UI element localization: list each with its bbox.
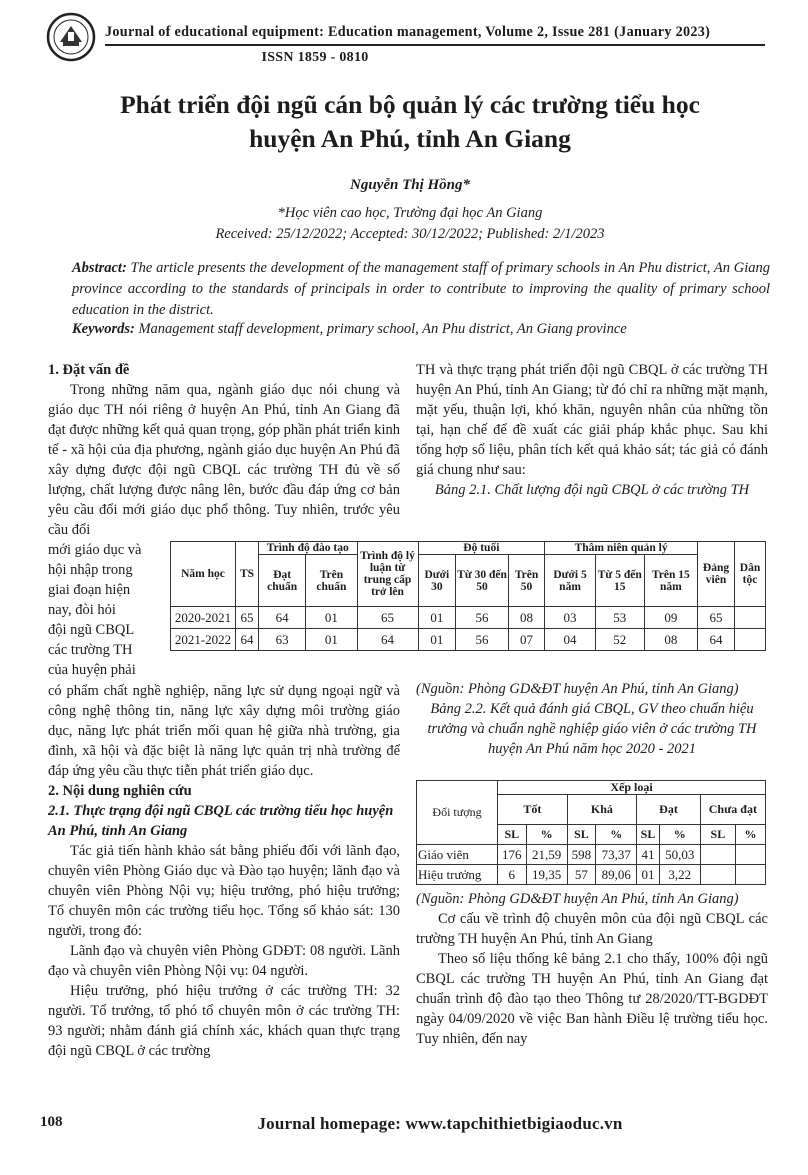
paragraph: Cơ cấu về trình độ chuyên môn của đội ngũ CBQL các trường TH huyện An Phú, tỉnh An Giang [416, 911, 768, 947]
table-cell: 6 [498, 865, 527, 885]
table-cell: 598 [567, 845, 596, 865]
table-cell: 65 [698, 607, 735, 629]
table-cell: 09 [644, 607, 697, 629]
author-name: Nguyễn Thị Hồng* [349, 177, 470, 193]
section-2-1-heading: 2.1. Thực trạng đội ngũ CBQL các trường tiểu học huyện An Phú, tỉnh An Giang [48, 803, 394, 839]
col-header: SL [567, 825, 596, 845]
table-cell: 57 [567, 865, 596, 885]
table-cell: 04 [545, 629, 596, 651]
col-header: SL [637, 825, 660, 845]
table-cell: 64 [357, 629, 418, 651]
table-cell: 2021-2022 [171, 629, 236, 651]
table-cell [700, 845, 735, 865]
table-cell: 50,03 [659, 845, 700, 865]
table-cell: 56 [456, 607, 509, 629]
col-header: % [659, 825, 700, 845]
page-number: 108 [40, 1114, 63, 1130]
table-cell [735, 629, 766, 651]
col-header: % [736, 825, 766, 845]
narrow-line: giai đoạn hiện [48, 582, 131, 598]
left-column-bottom [48, 681, 400, 1061]
left-column-top [48, 360, 400, 540]
table-1 [170, 541, 766, 651]
narrow-line: các trường TH [48, 642, 133, 658]
col-header: Từ 30 đến 50 [456, 555, 509, 607]
col-header: Dưới 30 [418, 555, 456, 607]
table-cell: 3,22 [659, 865, 700, 885]
narrow-line: mới giáo dục và [48, 542, 142, 558]
journal-logo [46, 12, 96, 62]
table-cell: 89,06 [596, 865, 637, 885]
journal-name: Journal of educational equipment: Education management, Volume 2, Issue 281 (January 2023) [105, 24, 711, 40]
col-header: Trình độ đào tạo [259, 542, 358, 555]
table-cell: 56 [456, 629, 509, 651]
col-header: % [526, 825, 567, 845]
table-cell: 73,37 [596, 845, 637, 865]
table-row [171, 607, 766, 629]
col-header: Đạt chuẩn [259, 555, 306, 607]
section-1-heading: 1. Đặt vấn đề [48, 362, 130, 378]
table-cell: 03 [545, 607, 596, 629]
col-header: Trên 15 năm [644, 555, 697, 607]
publication-dates: Received: 25/12/2022; Accepted: 30/12/2022; Published: 2/1/2023 [215, 226, 605, 242]
paragraph: Hiệu trưởng, phó hiệu trưởng ở các trường TH: 32 người. Tổ trưởng, tổ phó tổ chuyên môn ở các trường TH: 93 người; nhằm đánh giá chính xác, khách quan thực trạng đội ngũ CBQL ở các trường [48, 983, 400, 1059]
table-cell: 07 [508, 629, 544, 651]
col-header: Trên chuẩn [306, 555, 357, 607]
table-cell: 176 [498, 845, 527, 865]
narrow-line: của huyện phải [48, 662, 136, 678]
issn: ISSN 1859 - 0810 [261, 50, 369, 65]
table-cell: 63 [259, 629, 306, 651]
affiliation: *Học viên cao học, Trường đại học An Giang [277, 205, 543, 221]
col-header: Từ 5 đến 15 [595, 555, 644, 607]
table-cell: 53 [595, 607, 644, 629]
col-header: Độ tuổi [418, 542, 545, 555]
title-line-1: Phát triển đội ngũ cán bộ quản lý các trường tiểu học [120, 90, 700, 119]
paragraph: Tác giả tiến hành khảo sát bằng phiếu đối với lãnh đạo, chuyên viên Phòng Giáo dục và Đào tạo huyện; lãnh đạo và chuyên viên Phòng Nội vụ; hiệu trưởng, phó hiệu trưởng; Tổ chuyên môn các trường tiểu học. Tổng số khảo sát: 130 người, trong đó: [48, 843, 400, 939]
table-cell: 64 [698, 629, 735, 651]
table-1-caption: Bảng 2.1. Chất lượng đội ngũ CBQL ở các trường TH [434, 482, 750, 498]
table-cell [700, 865, 735, 885]
abstract-text: The article presents the development of the management staff of primary schools in An Phu district, An Giang province according to the standards of principals in order to contribute to improving the quality of primary school education in the district. [72, 260, 770, 318]
col-header: Thâm niên quản lý [545, 542, 698, 555]
table-cell: 01 [306, 629, 357, 651]
table-row [171, 629, 766, 651]
article-title [60, 88, 760, 156]
abstract-label: Abstract: [72, 260, 127, 276]
table-cell: 08 [508, 607, 544, 629]
table-cell: 41 [637, 845, 660, 865]
table-row [417, 845, 766, 865]
table-cell [736, 845, 766, 865]
col-header: TS [236, 542, 259, 607]
keywords-label: Keywords: [72, 321, 135, 337]
right-column-top [416, 360, 768, 500]
col-header: Đạt [637, 795, 701, 825]
section-1-paragraph-continued: có phẩm chất nghề nghiệp, năng lực sử dụng ngoại ngữ và công nghệ thông tin, năng lực xây dựng môi trường giáo dục, năng lực phát triển mối quan hệ giữa nhà trường, gia đình, xã hội và đặc biệt là năng lực quản trị nhà trường để đáp ứng yêu cầu thực tiễn phát triển giáo dục. [48, 683, 400, 779]
right-column-middle [416, 679, 768, 759]
col-header: Năm học [171, 542, 236, 607]
table-cell: 64 [236, 629, 259, 651]
col-header: SL [700, 825, 735, 845]
table-cell: 01 [306, 607, 357, 629]
col-header: Xếp loại [498, 781, 766, 795]
keywords-text: Management staff development, primary school, An Phu district, An Giang province [134, 321, 627, 337]
col-header: Đảng viên [698, 542, 735, 607]
table-cell: 08 [644, 629, 697, 651]
section-1-paragraph: Trong những năm qua, ngành giáo dục nói chung và giáo dục TH nói riêng ở huyện An Phú, tỉnh An Giang đã đạt được những kết quả quan trọng, góp phần phát triển kinh tế - xã hội của địa phương, ngành giáo dục huyện An Phú đã xây dựng được đội ngũ CBQL các trường TH đủ về số lượng, chất lượng được nâng lên, bước đầu đáp ứng cơ bản yêu cầu đổi mới giáo dục phổ thông. Tuy nhiên, trước yêu cầu đổi [48, 382, 400, 538]
col-header: Dưới 5 năm [545, 555, 596, 607]
table-cell: 65 [236, 607, 259, 629]
col-header: Chưa đạt [700, 795, 765, 825]
title-line-2: huyện An Phú, tỉnh An Giang [249, 124, 571, 153]
right-column-bottom [416, 889, 768, 1049]
table-row [417, 865, 766, 885]
col-header: Đối tượng [417, 781, 498, 845]
col-header: Tốt [498, 795, 568, 825]
table-cell: Hiệu trưởng [417, 865, 498, 885]
table-cell: 01 [418, 629, 456, 651]
col-header: Khá [567, 795, 637, 825]
table-cell: 21,59 [526, 845, 567, 865]
table-2 [416, 780, 766, 885]
table-cell: 65 [357, 607, 418, 629]
narrow-line: đội ngũ CBQL [48, 622, 135, 638]
paragraph: Theo số liệu thống kê bảng 2.1 cho thấy, 100% đội ngũ CBQL các trường TH huyện An Phú, tỉnh An Giang đạt chuẩn trình độ đào tạo theo Thông tư 28/2020/TT-BGDĐT ngày 04/09/2020 về việc Ban hành Điều lệ trường tiểu học. Tuy nhiên, đến nay [416, 951, 768, 1047]
table-cell [736, 865, 766, 885]
paragraph: TH và thực trạng phát triển đội ngũ CBQL ở các trường TH huyện An Phú, tỉnh An Giang; từ đó chỉ ra những mặt mạnh, mặt yếu, thuận lợi, khó khăn, nguyên nhân của những tồn tại, hạn chế để đề xuất các giải pháp khắc phục. Sau khi tổng hợp số liệu, phân tích kết quả khảo sát; tác giả có đánh giá chung như sau: [416, 362, 768, 478]
wrapped-text-beside-table [48, 540, 152, 680]
table-1-source: (Nguồn: Phòng GD&ĐT huyện An Phú, tỉnh An Giang) [416, 681, 739, 697]
journal-homepage: Journal homepage: www.tapchithietbigiaoduc.vn [257, 1114, 623, 1133]
col-header: Dân tộc [735, 542, 766, 607]
col-header: Trình độ lý luận từ trung cấp trở lên [357, 542, 418, 607]
paragraph: Lãnh đạo và chuyên viên Phòng GDĐT: 08 người. Lãnh đạo và chuyên viên Phòng Nội vụ: 04 người. [48, 943, 400, 979]
abstract [72, 258, 770, 321]
keywords [72, 321, 770, 338]
table-cell [735, 607, 766, 629]
col-header: % [596, 825, 637, 845]
table-2-source: (Nguồn: Phòng GD&ĐT huyện An Phú, tỉnh An Giang) [416, 891, 739, 907]
narrow-line: hội nhập trong [48, 562, 133, 578]
table-cell: 64 [259, 607, 306, 629]
table-cell: 01 [418, 607, 456, 629]
table-cell: 52 [595, 629, 644, 651]
col-header: Trên 50 [508, 555, 544, 607]
table-cell: 19,35 [526, 865, 567, 885]
header-rule [105, 44, 765, 46]
col-header: SL [498, 825, 527, 845]
table-cell: Giáo viên [417, 845, 498, 865]
section-2-heading: 2. Nội dung nghiên cứu [48, 783, 192, 799]
narrow-line: nay, đòi hỏi [48, 602, 116, 618]
table-cell: 2020-2021 [171, 607, 236, 629]
table-2-caption: Bảng 2.2. Kết quả đánh giá CBQL, GV theo chuẩn hiệu trưởng và chuẩn nghề nghiệp giáo viên ở các trường TH huyện An Phú năm học 2020 - 2021 [427, 701, 757, 757]
table-cell: 01 [637, 865, 660, 885]
